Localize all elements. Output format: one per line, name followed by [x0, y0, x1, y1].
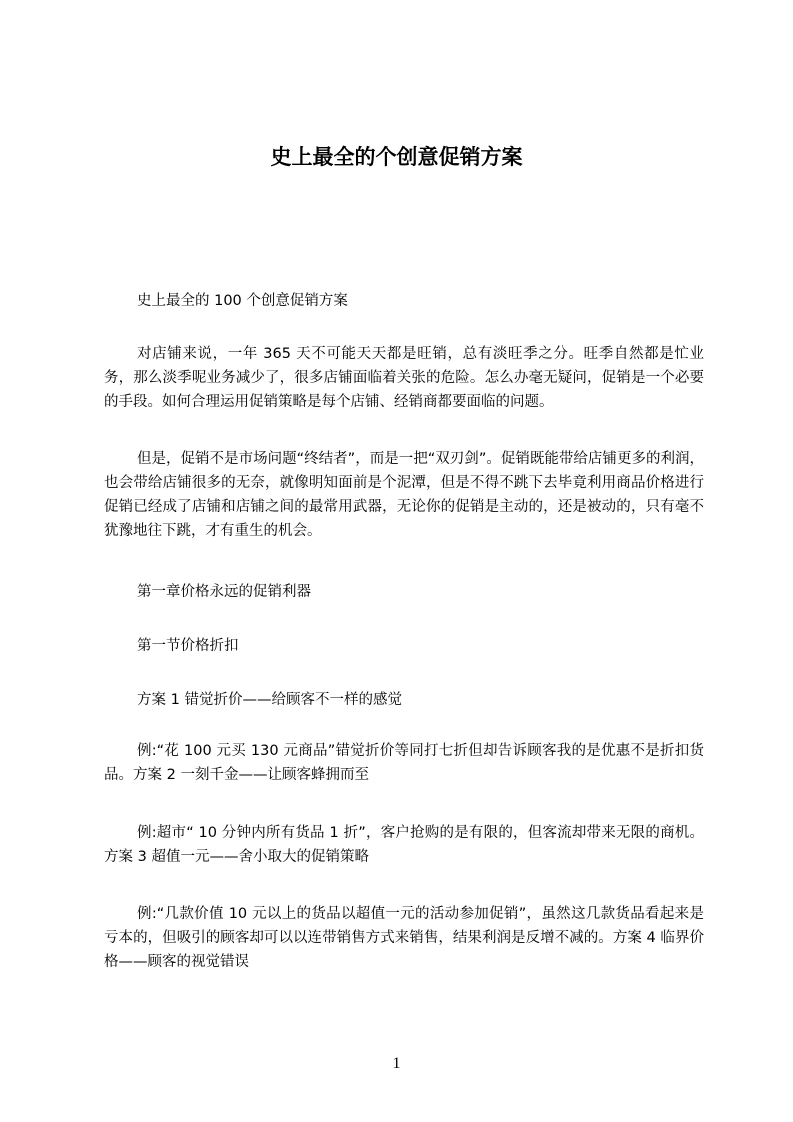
- section-heading: 第一节价格折扣: [137, 638, 239, 654]
- example-1-paragraph: 例:“花 100 元买 130 元商品”错觉折价等同打七折但却告诉顾客我的是优惠不是折扣货品。方案 2 一刻千金——让顾客蜂拥而至: [104, 743, 704, 783]
- paragraph-double-edged: 但是，促销不是市场问题“终结者”，而是一把“双刃剑”。促销既能带给店铺更多的利润，也会带给店铺很多的无奈，就像明知面前是个泥潭，但是不得不跳下去毕竟利用商品价格进行促销已经成了店铺和店铺之间的最常用武器，无论你的促销是主动的，还是被动的，只有毫不犹豫地往下跳，才有重生的机会。: [104, 451, 704, 539]
- example-2-paragraph: 例:超市“ 10 分钟内所有货品 1 折”，客户抢购的是有限的，但客流却带来无限的商机。方案 3 超值一元——舍小取大的促销策略: [104, 825, 704, 865]
- page-number: 1: [392, 1055, 401, 1072]
- example-3-paragraph: 例:“几款价值 10 元以上的货品以超值一元的活动参加促销”，虽然这几款货品看起来是亏本的，但吸引的顾客却可以以连带销售方式来销售，结果利润是反增不减的。方案 4 临界价格——顾客的视觉错误: [104, 906, 704, 970]
- chapter-heading: 第一章价格永远的促销利器: [137, 584, 311, 600]
- plan-1-heading: 方案 1 错觉折价——给顾客不一样的感觉: [137, 692, 402, 708]
- document-title: 史上最全的个创意促销方案: [270, 145, 523, 169]
- paragraph-subtitle: 史上最全的 100 个创意促销方案: [137, 293, 348, 309]
- paragraph-intro: 对店铺来说，一年 365 天不可能天天都是旺销，总有淡旺季之分。旺季自然都是忙业务，那么淡季呢业务减少了，很多店铺面临着关张的危险。怎么办毫无疑问，促销是一个必要的手段。如何合理运用促销策略是每个店铺、经销商都要面临的问题。: [104, 346, 704, 410]
